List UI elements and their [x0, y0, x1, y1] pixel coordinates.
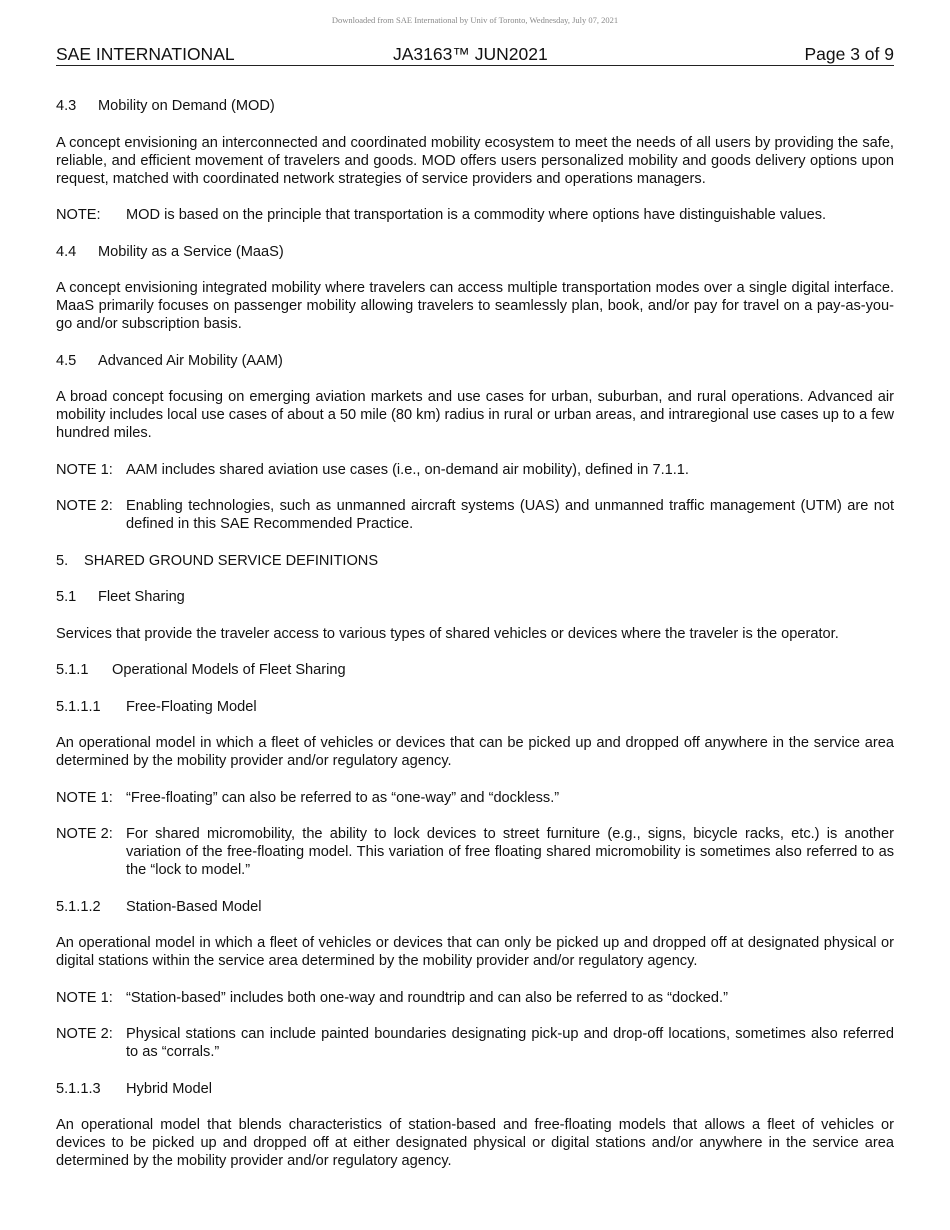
section-4-5-body: A broad concept focusing on emerging aviation markets and use cases for urban, suburban, and rural operations. Advanced air mobility includes local use cases of about a 50 mile (80 km) radius in rural or urban areas, and intraregional use cases up to a few hundred miles.	[56, 389, 894, 441]
section-number: 5.	[56, 552, 69, 569]
note-text: Physical stations can include painted boundaries designating pick-up and drop-off locations, sometimes also referred to as “corrals.”	[126, 1026, 894, 1060]
section-5-1-1-1-body: An operational model in which a fleet of vehicles or devices that can be picked up and dropped off anywhere in the service area determined by the mobility provider and/or regulatory agency.	[56, 735, 894, 769]
section-5-1-1-2-note-1	[56, 989, 894, 1007]
section-5-heading	[56, 552, 894, 570]
section-4-5-note-2	[56, 497, 894, 533]
section-number: 5.1.1	[56, 662, 89, 678]
section-5-1-1-2-body: An operational model in which a fleet of vehicles or devices that can only be picked up and dropped off at designated physical or digital stations within the service area determined by the mobility provider and/or regulatory agency.	[56, 935, 894, 969]
section-4-3-heading	[56, 97, 894, 115]
section-title: Hybrid Model	[126, 1080, 212, 1097]
section-number: 5.1.1.3	[56, 1080, 101, 1097]
note-text: “Station-based” includes both one-way and roundtrip and can also be referred to as “docked.”	[126, 989, 728, 1006]
note-label: NOTE 2:	[56, 1026, 113, 1042]
note-text: “Free-floating” can also be referred to as “one-way” and “dockless.”	[126, 789, 560, 806]
section-title: Advanced Air Mobility (AAM)	[98, 352, 283, 369]
header-page-number: Page 3 of 9	[804, 44, 894, 64]
section-4-5-heading	[56, 352, 894, 370]
note-label: NOTE 1:	[56, 989, 113, 1006]
section-title: Fleet Sharing	[98, 589, 185, 605]
section-4-5-note-1	[56, 461, 894, 479]
section-number: 4.3	[56, 98, 77, 114]
section-5-1-1-3-body: An operational model that blends characteristics of station-based and free-floating models that allows a fleet of vehicles or devices to be picked up and dropped off at either designated physical or digital stations and/or anywhere in the service area determined by the mobility provider and/or regulatory agency.	[56, 1117, 894, 1169]
section-5-1-heading	[56, 588, 894, 606]
section-number: 5.1.1.2	[56, 898, 101, 915]
section-number: 4.4	[56, 243, 77, 260]
note-label: NOTE 1:	[56, 461, 113, 478]
section-5-1-1-1-heading	[56, 698, 894, 716]
note-text: AAM includes shared aviation use cases (i.e., on-demand air mobility), defined in 7.1.1.	[126, 461, 689, 478]
note-label: NOTE 1:	[56, 789, 113, 806]
section-title: SHARED GROUND SERVICE DEFINITIONS	[84, 552, 379, 569]
section-4-4-heading	[56, 243, 894, 261]
section-title: Operational Models of Fleet Sharing	[112, 662, 346, 678]
section-5-1-1-1-note-2	[56, 825, 894, 879]
section-5-1-1-1-note-1	[56, 789, 894, 807]
section-4-3-note	[56, 206, 894, 224]
note-text: MOD is based on the principle that transportation is a commodity where options have distinguishable values.	[126, 207, 827, 223]
note-label: NOTE 2:	[56, 498, 113, 514]
section-4-4-body: A concept envisioning integrated mobility where travelers can access multiple transportation modes over a single digital interface. MaaS primarily focuses on passenger mobility allowing travelers to seamlessly plan, book, and/or pay for travel on a pay-as-you-go and/or subscription basis.	[56, 280, 894, 332]
note-label: NOTE 2:	[56, 826, 113, 842]
section-title: Station-Based Model	[126, 898, 262, 915]
header-doc-id: JA3163™ JUN2021	[393, 44, 548, 64]
section-title: Mobility as a Service (MaaS)	[98, 243, 284, 260]
header-org: SAE INTERNATIONAL	[56, 44, 235, 64]
section-title: Free-Floating Model	[126, 698, 257, 715]
section-5-1-1-2-note-2	[56, 1025, 894, 1061]
section-5-1-1-3-heading	[56, 1080, 894, 1098]
section-number: 4.5	[56, 352, 77, 369]
section-number: 5.1	[56, 589, 77, 605]
document-body	[56, 97, 894, 1189]
download-banner: Downloaded from SAE International by Univ of Toronto, Wednesday, July 07, 2021	[331, 15, 619, 25]
section-5-1-body: Services that provide the traveler access to various types of shared vehicles or devices where the traveler is the operator.	[56, 625, 839, 642]
page-header	[56, 43, 894, 66]
section-4-3-body: A concept envisioning an interconnected and coordinated mobility ecosystem to meet the needs of all users by providing the safe, reliable, and efficient movement of travelers and goods. MOD offers users personalized mobility and goods delivery options upon request, matched with coordinated network strategies of service providers and operations managers.	[56, 134, 894, 187]
note-text: Enabling technologies, such as unmanned aircraft systems (UAS) and unmanned traffic management (UTM) are not defined in this SAE Recommended Practice.	[126, 498, 894, 532]
section-5-1-1-2-heading	[56, 898, 894, 916]
section-5-1-1-heading	[56, 661, 894, 679]
note-text: For shared micromobility, the ability to lock devices to street furniture (e.g., signs, bicycle racks, etc.) is another variation of the free-floating model. This variation of free floating shared micromobility is sometimes also referred to as the “lock to model.”	[126, 826, 894, 878]
section-number: 5.1.1.1	[56, 698, 101, 715]
note-label: NOTE:	[56, 207, 101, 223]
section-title: Mobility on Demand (MOD)	[98, 98, 275, 114]
